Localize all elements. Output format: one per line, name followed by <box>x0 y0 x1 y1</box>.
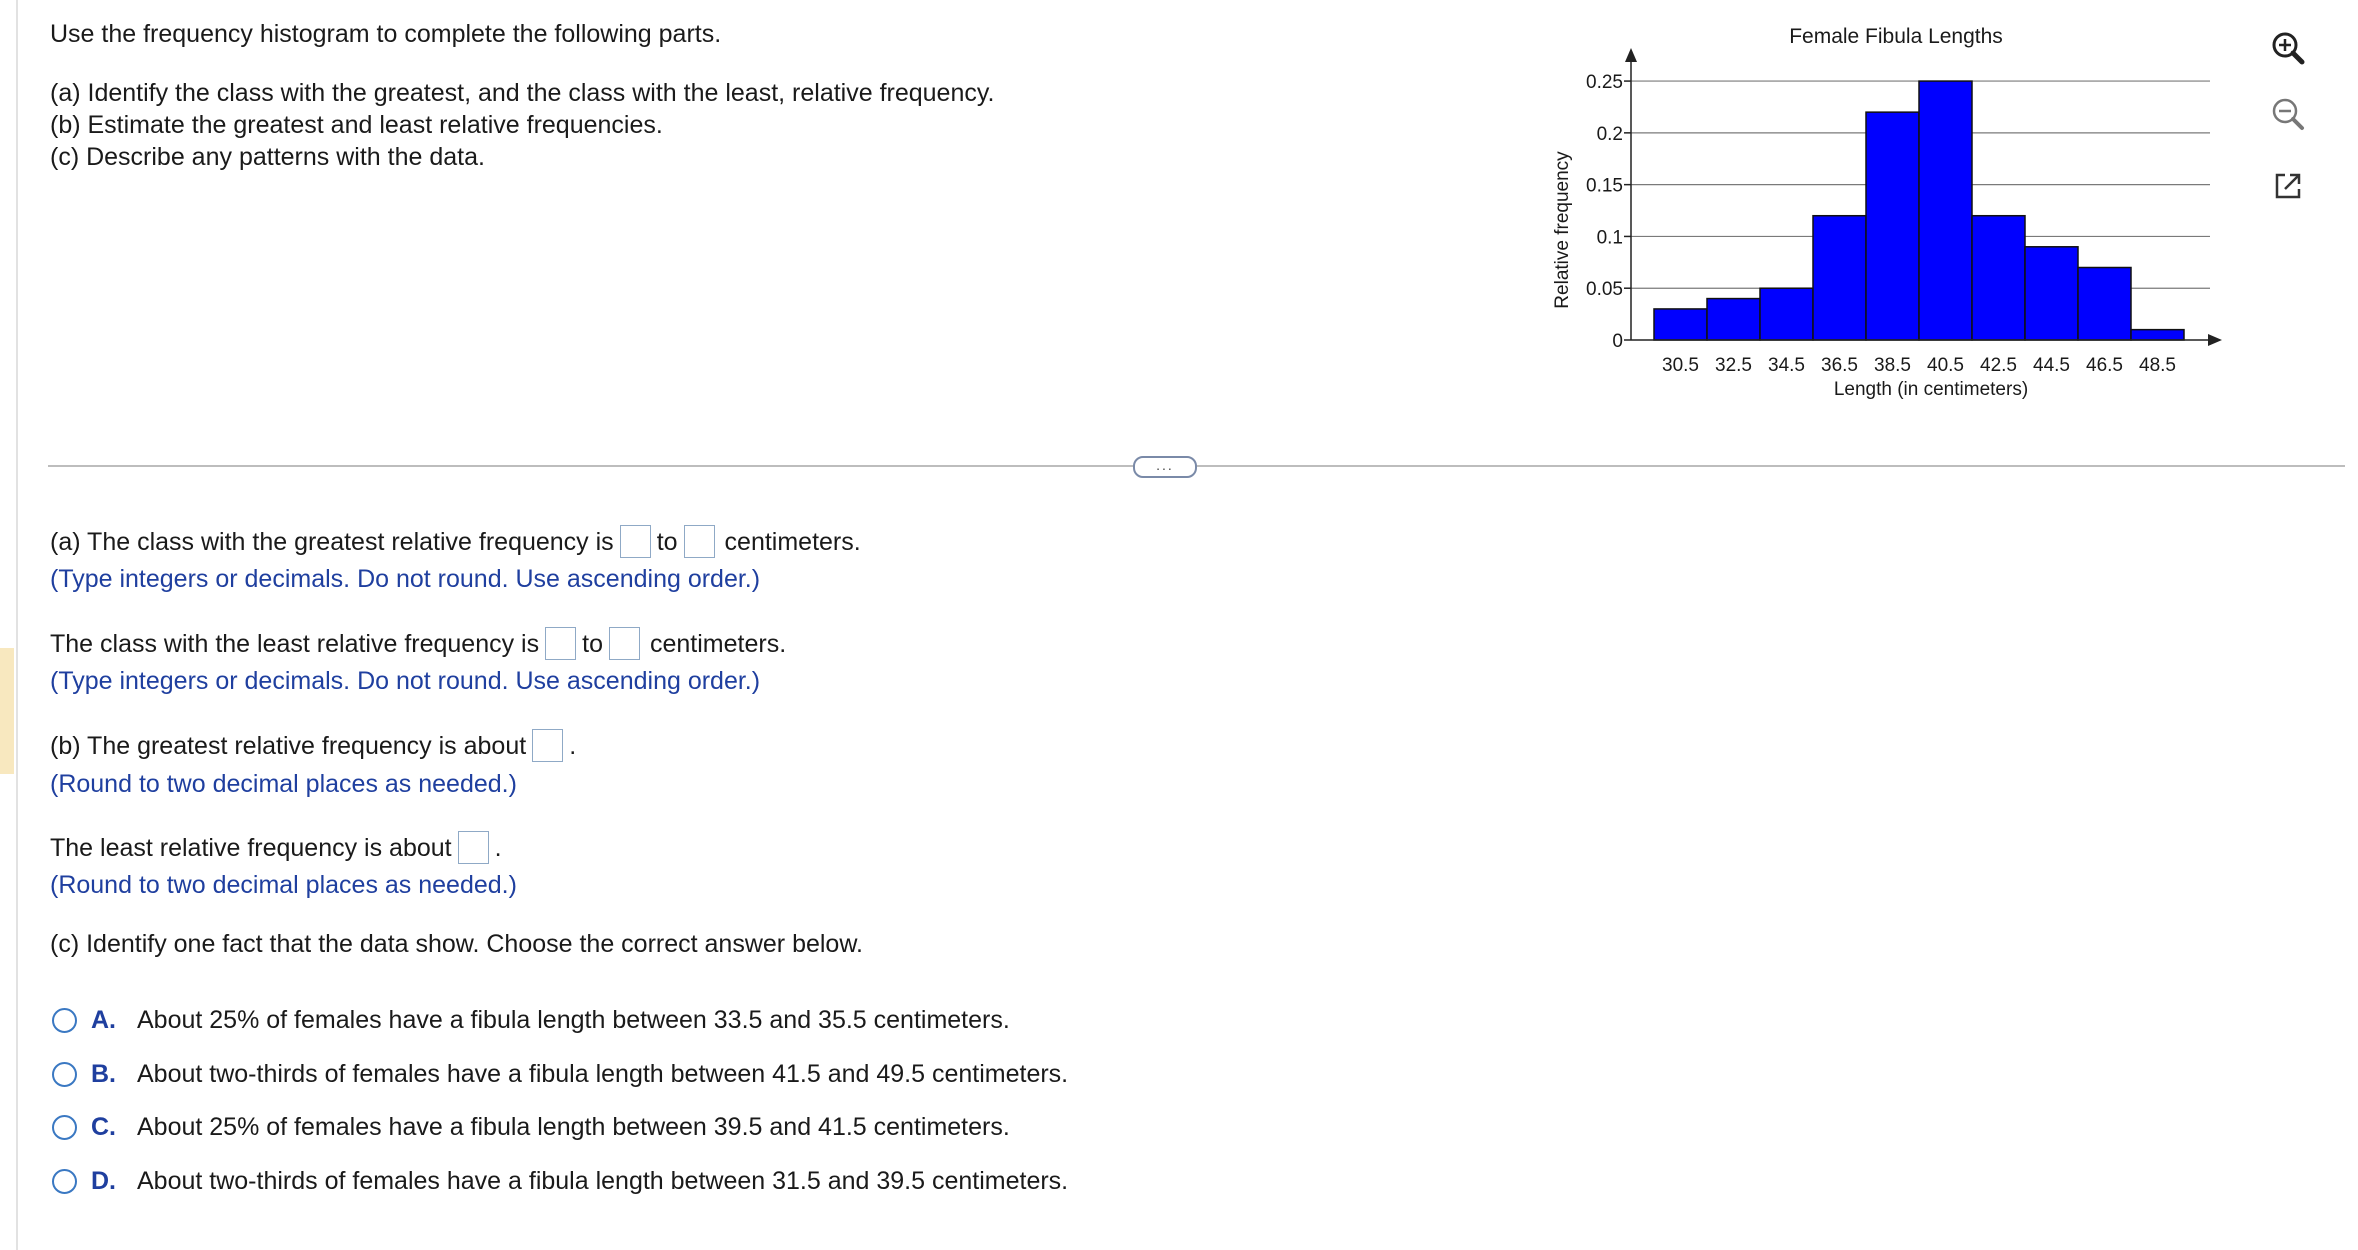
least-class-upper-input[interactable] <box>609 627 640 660</box>
y-tick-label: 0 <box>1612 331 1623 352</box>
question-intro: Use the frequency histogram to complete the following parts. <box>50 20 722 48</box>
least-class-lower-input[interactable] <box>545 627 576 660</box>
x-tick-label: 40.5 <box>1927 355 1964 376</box>
answer-a-least-suffix: centimeters. <box>649 629 787 658</box>
answer-a-least-hint: (Type integers or decimals. Do not round. Use ascending order.) <box>50 667 761 695</box>
chart-title: Female Fibula Lengths <box>1789 25 2003 48</box>
x-tick-labels <box>1662 355 2176 376</box>
histogram-bar <box>2025 247 2078 340</box>
x-tick-label: 46.5 <box>2086 355 2123 376</box>
zoom-in-button[interactable] <box>2268 28 2308 68</box>
answer-a-greatest-prefix: (a) The class with the greatest relative frequency is <box>50 527 614 556</box>
answer-b-greatest-prefix: (b) The greatest relative frequency is about <box>50 731 527 760</box>
option-a-text: About 25% of females have a fibula length between 33.5 and 35.5 centimeters. <box>137 1005 1010 1034</box>
y-axis-label: Relative frequency <box>1552 151 1573 309</box>
y-tick-label: 0.05 <box>1586 279 1623 301</box>
histogram-bar <box>2078 268 2131 341</box>
option-d-letter: D. <box>91 1166 116 1195</box>
x-tick-label: 34.5 <box>1768 355 1805 376</box>
y-tick-label: 0.2 <box>1596 123 1623 145</box>
x-tick-label: 48.5 <box>2139 355 2176 376</box>
option-c-text: About 25% of females have a fibula length between 39.5 and 41.5 centimeters. <box>137 1112 1010 1141</box>
x-tick-label: 36.5 <box>1821 355 1858 376</box>
question-part-b: (b) Estimate the greatest and least relative frequencies. <box>50 111 663 139</box>
answer-b-least <box>50 831 502 864</box>
answer-b-least-prefix: The least relative frequency is about <box>50 833 452 862</box>
x-tick-label: 44.5 <box>2033 355 2070 376</box>
question-part-a: (a) Identify the class with the greatest, and the class with the least, relative frequency. <box>50 79 995 107</box>
option-b-letter: B. <box>91 1059 116 1088</box>
radio-button-c[interactable] <box>52 1115 77 1140</box>
x-tick-label: 42.5 <box>1980 355 2017 376</box>
left-rail <box>16 0 18 1250</box>
bars <box>1654 81 2184 340</box>
question-part-c: (c) Describe any patterns with the data. <box>50 143 485 171</box>
answer-b-least-hint: (Round to two decimal places as needed.) <box>50 871 517 899</box>
popout-button[interactable] <box>2268 166 2308 206</box>
option-c[interactable] <box>52 1110 1010 1144</box>
y-tick-label: 0.1 <box>1596 227 1623 249</box>
answer-b-greatest-suffix: . <box>569 731 577 760</box>
histogram-bar <box>1813 216 1866 340</box>
answer-c-prompt: (c) Identify one fact that the data show. Choose the correct answer below. <box>50 930 863 958</box>
x-axis-arrow <box>2208 334 2222 346</box>
histogram-bar <box>1707 299 1760 340</box>
y-tick-label: 0.25 <box>1586 72 1623 94</box>
y-tick-labels <box>1586 72 1623 352</box>
zoom-out-icon <box>2269 95 2307 133</box>
y-tick-label: 0.15 <box>1586 175 1623 197</box>
histogram-bar <box>1919 81 1972 340</box>
histogram-bar <box>1972 216 2025 340</box>
answer-a-greatest <box>50 525 861 558</box>
answer-a-least-to: to <box>582 629 603 658</box>
histogram-bar <box>1760 288 1813 340</box>
histogram-bar <box>1866 112 1919 340</box>
option-b-text: About two-thirds of females have a fibula length between 41.5 and 49.5 centimeters. <box>137 1059 1069 1088</box>
greatest-frequency-input[interactable] <box>532 729 563 762</box>
answer-a-greatest-to: to <box>656 527 678 556</box>
zoom-in-icon <box>2269 29 2307 67</box>
answer-a-greatest-suffix: centimeters. <box>724 527 861 556</box>
radio-button-a[interactable] <box>52 1008 77 1033</box>
x-tick-label: 38.5 <box>1874 355 1911 376</box>
option-a-letter: A. <box>91 1005 116 1034</box>
radio-button-b[interactable] <box>52 1062 77 1087</box>
answer-a-least-prefix: The class with the least relative frequency is <box>50 629 540 658</box>
histogram-chart <box>1540 10 2240 410</box>
x-tick-label: 30.5 <box>1662 355 1699 376</box>
radio-button-d[interactable] <box>52 1169 77 1194</box>
answer-b-greatest-hint: (Round to two decimal places as needed.) <box>50 770 517 798</box>
current-part-highlight <box>0 648 14 774</box>
answer-b-greatest <box>50 729 576 762</box>
option-d[interactable] <box>52 1164 1068 1198</box>
histogram-bar <box>1654 309 1707 340</box>
answer-b-least-suffix: . <box>494 833 502 862</box>
option-a[interactable] <box>52 1003 1010 1037</box>
greatest-class-upper-input[interactable] <box>684 525 715 558</box>
more-button[interactable]: ... <box>1133 456 1197 478</box>
popout-icon <box>2271 169 2305 203</box>
y-axis-arrow <box>1625 48 1637 62</box>
least-frequency-input[interactable] <box>458 831 489 864</box>
answer-a-least <box>50 627 786 660</box>
answer-a-greatest-hint: (Type integers or decimals. Do not round. Use ascending order.) <box>50 565 761 593</box>
histogram-bar <box>2131 330 2184 340</box>
greatest-class-lower-input[interactable] <box>620 525 651 558</box>
option-d-text: About two-thirds of females have a fibula length between 31.5 and 39.5 centimeters. <box>137 1166 1069 1195</box>
zoom-out-button[interactable] <box>2268 94 2308 134</box>
x-tick-label: 32.5 <box>1715 355 1752 376</box>
x-axis-label: Length (in centimeters) <box>1833 379 2029 400</box>
option-c-letter: C. <box>91 1112 116 1141</box>
option-b[interactable] <box>52 1057 1068 1091</box>
